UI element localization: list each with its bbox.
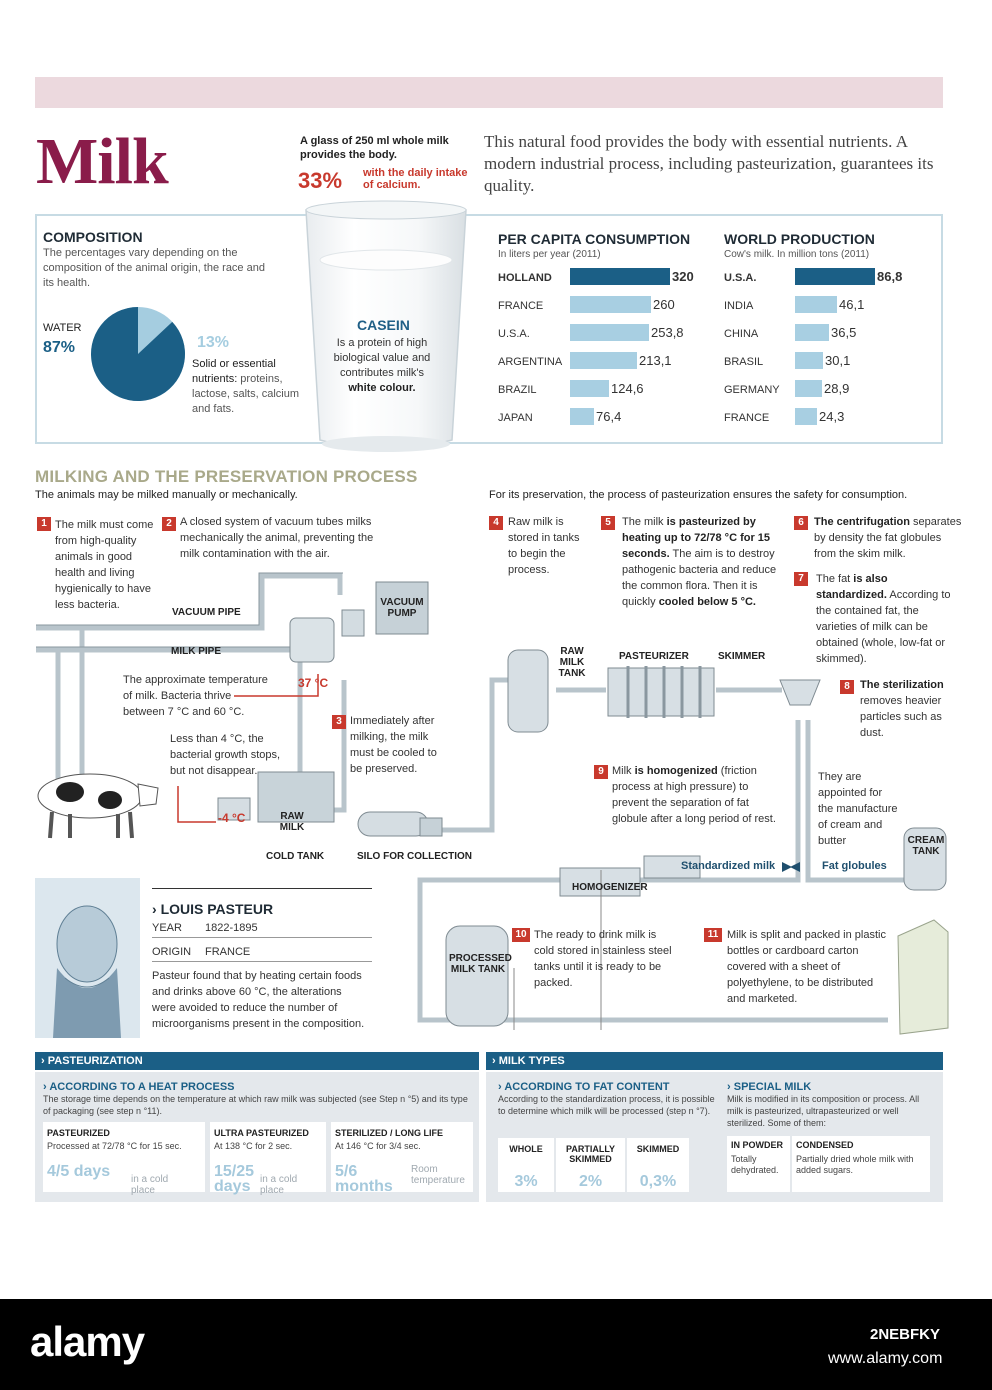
step-11-text: Milk is split and packed in plastic bottles or cardboard carton covered with a sheet of polyethylene, to be distributed and marketed. [727, 929, 886, 1005]
special-milk-subheading: › SPECIAL MILK [727, 1081, 812, 1093]
step-number-3: 3 [332, 715, 346, 729]
pasteur-row-divider [152, 937, 372, 938]
consumption-country-label: ARGENTINA [498, 356, 563, 368]
production-country-label: U.S.A. [724, 272, 757, 284]
water-value: 87% [43, 339, 76, 356]
glass-note: A glass of 250 ml whole milk provides the body. [300, 135, 449, 161]
heat-process-text: The storage time depends on the temperature at which raw milk was subjected (see Step n °5) and its type of packaging (see step n °11). [43, 1094, 468, 1116]
consumption-country-label: U.S.A. [498, 328, 530, 340]
milking-subtitle: The animals may be milked manually or mechanically. [35, 489, 298, 501]
consumption-value-label: 260 [653, 297, 675, 312]
step-7-text: The fat is also standardized. According to the contained fat, the varieties of milk can be obtained (whole, low-fat or skimmed). [816, 573, 951, 665]
collection-truck [358, 812, 428, 836]
footer-image-id: 2NEBFKY [870, 1326, 941, 1343]
production-bar [795, 324, 829, 341]
consumption-bar [570, 352, 637, 369]
storage-cell-desc: At 138 °C for 2 sec. [214, 1141, 293, 1151]
fat-cell-title: PARTIALLY SKIMMED [565, 1144, 615, 1164]
step-4-text: Raw milk is stored in tanks to begin the process. [508, 516, 580, 576]
storage-cell-where: in a cold place [131, 1174, 169, 1196]
consumption-value-label: 213,1 [639, 353, 672, 368]
production-country-label: FRANCE [724, 412, 770, 424]
production-value-label: 46,1 [839, 297, 865, 312]
production-value-label: 30,1 [825, 353, 851, 368]
fat-cell-value: 2% [578, 1173, 603, 1190]
production-value-label: 36,5 [831, 325, 857, 340]
production-unit: Cow's milk. In million tons (2011) [724, 249, 870, 260]
step-number-6: 6 [794, 516, 808, 530]
fat-cell-title: SKIMMED [636, 1144, 680, 1154]
special-cell [727, 1136, 790, 1192]
step-6-text: The centrifugation separates by density the fat globules from the skim milk. [814, 516, 962, 560]
pasteur-origin-label: ORIGIN [152, 946, 192, 958]
calcium-percent: 33% [298, 168, 343, 193]
consumption-bar [570, 296, 651, 313]
pasteur-origin: FRANCE [205, 946, 251, 958]
production-value-label: 86,8 [877, 269, 903, 284]
step-9-text: Milk is homogenized (friction process at high pressure) to prevent the separation of fat globule after a long period of rest. [612, 765, 776, 825]
label-standardized-milk: Standardized milk [681, 860, 776, 872]
preservation-subtitle: For its preservation, the process of pasteurization ensures the safety for consumption. [489, 489, 908, 501]
solids-text: Solid or essential nutrients: proteins, lactose, salts, calcium and fats. [192, 358, 299, 415]
consumption-bar [570, 408, 594, 425]
skimmer [780, 680, 820, 705]
fat-cell-value: 3% [514, 1173, 538, 1190]
consumption-bar [570, 324, 649, 341]
storage-cell-desc: At 146 °C for 3/4 sec. [335, 1141, 421, 1151]
special-cell-desc: Totally dehydrated. [731, 1154, 779, 1175]
consumption-bar [570, 268, 670, 285]
step-number-7: 7 [794, 572, 808, 586]
step-number-10: 10 [512, 928, 530, 942]
storage-cell-time: 4/5 days [47, 1163, 111, 1180]
storage-cell-title: ULTRA PASTEURIZED [214, 1128, 309, 1138]
cream-note: They are appointed for the manufacture of cream and butter [818, 771, 898, 847]
temp-minus4: -4 °C [218, 811, 246, 825]
consumption-country-label: FRANCE [498, 300, 544, 312]
composition-heading: COMPOSITION [43, 229, 143, 245]
special-cell-title: IN POWDER [731, 1140, 784, 1150]
step-number-4: 4 [489, 516, 503, 530]
step-5-text: The milk is pasteurized by heating up to 72/78 °C for 15 seconds. The aim is to destroy pathogenic bacteria and reduce the common flora. Then it is quickly cooled below 5 °C. [622, 516, 777, 608]
pasteur-row-divider-2 [152, 961, 372, 962]
pasteur-year: 1822-1895 [205, 922, 258, 934]
production-country-label: GERMANY [724, 384, 780, 396]
milk-carton [898, 920, 948, 1034]
pasteur-portrait [35, 878, 140, 1038]
cold-note: Less than 4 °C, the bacterial growth stops, but not disappear. [170, 733, 281, 777]
storage-cell [331, 1122, 473, 1195]
consumption-value-label: 124,6 [611, 381, 644, 396]
consumption-country-label: JAPAN [498, 412, 533, 424]
production-value-label: 28,9 [824, 381, 850, 396]
storage-cell-title: PASTEURIZED [47, 1128, 110, 1138]
cow-image [38, 774, 158, 838]
label-cream-tank: CREAM TANK [907, 835, 945, 857]
label-processed-tank: PROCESSED MILK TANK [449, 953, 512, 975]
special-cell-desc: Partially dried whole milk with added sugars. [796, 1154, 914, 1175]
label-homogenizer: HOMOGENIZER [572, 882, 648, 893]
label-milk-pipe: MILK PIPE [171, 646, 222, 657]
storage-cell-time: 5/6 months [335, 1163, 393, 1195]
production-bar [795, 296, 837, 313]
step-number-11: 11 [704, 928, 722, 942]
production-bar [795, 380, 822, 397]
consumption-country-label: BRAZIL [498, 384, 537, 396]
casein-heading: CASEIN [357, 317, 410, 333]
step-8-text: The sterilization removes heavier particles such as dust. [860, 679, 944, 739]
storage-cell-time: 15/25 days [214, 1163, 255, 1195]
solids-value: 13% [197, 334, 230, 351]
consumption-value-label: 76,4 [596, 409, 622, 424]
storage-cell [210, 1122, 326, 1196]
intro-text: This natural food provides the body with essential nutrients. A modern industrial process, including pasteurization, guarantees its quality. [484, 132, 934, 195]
step-number-8: 8 [840, 680, 854, 694]
production-bar [795, 352, 823, 369]
special-cell-title: CONDENSED [796, 1140, 854, 1150]
pasteur-year-label: YEAR [152, 922, 182, 934]
storage-cell-where: in a cold place [260, 1174, 298, 1196]
fat-cell-value: 0,3% [639, 1173, 677, 1190]
consumption-unit: In liters per year (2011) [498, 249, 601, 260]
composition-pie [90, 306, 186, 402]
milk-types-bar: › MILK TYPES [486, 1052, 943, 1070]
step-number-5: 5 [601, 516, 615, 530]
label-pasteurizer: PASTEURIZER [619, 651, 689, 662]
storage-cell-where: Room temperature [411, 1164, 465, 1186]
fat-content-text: According to the standardization process, it is possible to determine which milk will be processed (step n °7). [498, 1094, 715, 1116]
production-heading: WORLD PRODUCTION [724, 231, 875, 247]
special-milk-text: Milk is modified in its composition or process. All milk is pasteurized, ultrapasteurized or well sterilized. Some of them: [727, 1094, 920, 1128]
step-2-text: A closed system of vacuum tubes milks mechanically the animal, preventing the milk contamination with the air. [180, 516, 374, 560]
fat-cell-title: WHOLE [509, 1144, 543, 1154]
step-1-text: The milk must come from high-quality animals in good health and living hygienically to have less bacteria. [55, 519, 154, 611]
production-bar [795, 408, 817, 425]
heat-process-subheading: › ACCORDING TO A HEAT PROCESS [43, 1081, 235, 1093]
production-country-label: BRASIL [724, 356, 764, 368]
processed-milk-tank [446, 926, 512, 1026]
consumption-value-label: 320 [672, 269, 694, 284]
step-10-text: The ready to drink milk is cold stored in stainless steel tanks until it is ready to be packed. [534, 929, 672, 989]
pasteurizer [608, 668, 714, 716]
casein-text: Is a protein of high biological value and contributes milk's white colour. [333, 337, 431, 394]
header-band [35, 77, 943, 108]
production-country-label: INDIA [724, 300, 754, 312]
consumption-bar [570, 380, 609, 397]
footer-brand: alamy [30, 1318, 145, 1365]
footer-bar [0, 1299, 992, 1390]
pasteurization-bar: › PASTEURIZATION [35, 1052, 479, 1070]
label-skimmer: SKIMMER [718, 651, 766, 662]
pasteur-name: › LOUIS PASTEUR [152, 901, 274, 917]
raw-milk-tank [508, 650, 548, 732]
label-raw-milk-tank: RAW MILK TANK [558, 646, 586, 679]
composition-text: The percentages vary depending on the composition of the animal origin, the race and its health. [43, 247, 265, 289]
page-title: Milk [36, 125, 168, 198]
step-number-9: 9 [594, 765, 608, 779]
step-number-2: 2 [162, 517, 176, 531]
special-cell [792, 1136, 930, 1192]
temp-37: 37 °C [298, 676, 329, 690]
label-silo: SILO FOR COLLECTION [357, 851, 472, 862]
footer-site: www.alamy.com [828, 1350, 943, 1367]
production-bar [795, 268, 875, 285]
label-cold-tank: COLD TANK [266, 851, 325, 862]
consumption-country-label: HOLLAND [498, 272, 552, 284]
fat-cell [498, 1138, 554, 1192]
fat-content-subheading: › ACCORDING TO FAT CONTENT [498, 1081, 670, 1093]
process-heading: MILKING AND THE PRESERVATION PROCESS [35, 467, 418, 486]
label-vacuum-pump: VACUUM PUMP [380, 597, 424, 619]
storage-cell-desc: Processed at 72/78 °C for 15 sec. [47, 1141, 182, 1151]
pasteur-divider [152, 888, 372, 889]
label-vacuum-pipe: VACUUM PIPE [172, 607, 241, 618]
storage-cell-title: STERILIZED / LONG LIFE [335, 1128, 443, 1138]
water-label: WATER [43, 322, 82, 334]
fat-cell [627, 1138, 689, 1192]
pasteur-text: Pasteur found that by heating certain foods and drinks above 60 °C, the alterations were avoided to reduce the number of microorganisms present in the composition. [152, 970, 365, 1030]
fat-cell [556, 1138, 625, 1192]
production-value-label: 24,3 [819, 409, 845, 424]
production-country-label: CHINA [724, 328, 759, 340]
step-3-text: Immediately after milking, the milk must be cooled to be preserved. [350, 715, 437, 775]
label-fat-globules: Fat globules [822, 860, 887, 872]
milk-jar [290, 618, 334, 662]
step-number-1: 1 [37, 517, 51, 531]
label-raw-milk: RAW MILK [279, 811, 305, 833]
temperature-note: The approximate temperature of milk. Bacteria thrive between 7 °C and 60 °C. [123, 674, 268, 718]
calcium-note: with the daily intake of calcium. [363, 167, 468, 191]
consumption-value-label: 253,8 [651, 325, 684, 340]
consumption-heading: PER CAPITA CONSUMPTION [498, 231, 691, 247]
storage-cell [43, 1122, 205, 1196]
